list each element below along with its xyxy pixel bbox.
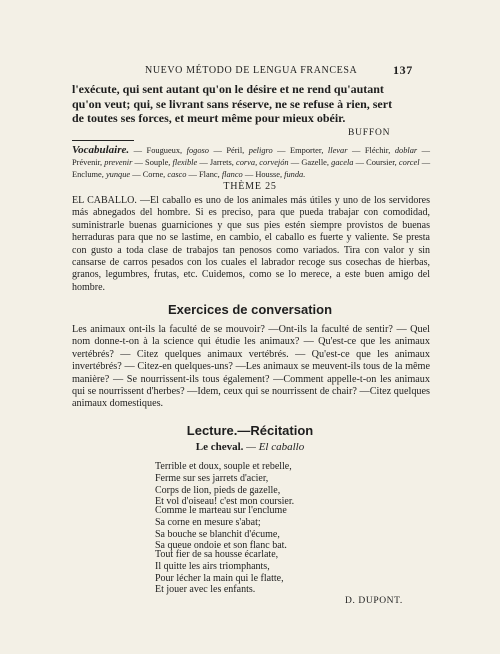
vocab-term-fr: Enclume, <box>72 170 106 179</box>
conversation-heading: Exercices de conversation <box>167 302 333 317</box>
vocab-term-es: corva, corvejón <box>236 158 289 167</box>
vocab-term-fr: Housse, <box>255 170 285 179</box>
vocab-term-fr: Jarrets, <box>209 158 236 167</box>
vocab-term-es: gacela <box>331 158 354 167</box>
poem-stanza <box>155 461 294 508</box>
vocab-term-fr: Gazelle, <box>301 158 332 167</box>
poem-line: Corps de lion, pieds de gazelle, <box>155 484 281 496</box>
poem-line: Ferme sur ses jarrets d'acier, <box>155 472 269 484</box>
theme-paragraph: EL CABALLO. —El caballo es uno de los animales más útiles y uno de los servidores más abnegados del hombre. Si es preciso, para que pueda trabajar con comodidad, suministrarle buenas guarniciones y que sus pies estén siempre provistos de buenas herraduras para que no se lastime, en cambio, el caballo es fuerte y valiente. Se presta con gusto a toda clase de trabajos tan penosos como variados. Tira con valor y sin cansarse de carros pesados con los cuales el labrador recoge sus cosechas de hierbas, granos, legumbres, frutas, etc. Cuidemos, como se lo merece, a este buen amigo del hombre. <box>72 195 430 293</box>
intro-paragraph <box>72 82 430 126</box>
running-title: NUEVO MÉTODO DE LENGUA FRANCESA <box>145 65 358 76</box>
vocab-term-fr: Fougueux, <box>146 146 187 155</box>
page-header <box>0 63 500 79</box>
vocab-term-fr: Prévenir, <box>72 158 105 167</box>
vocab-term-fr: Souple, <box>145 158 173 167</box>
poem-subtitle-es: — El caballo <box>246 441 305 453</box>
page-number: 137 <box>393 63 413 77</box>
vocab-term-es: corcel <box>398 158 420 167</box>
section-divider <box>72 140 134 141</box>
theme-title: THÈME 25 <box>223 181 277 192</box>
vocab-term-es: funda. <box>284 170 306 179</box>
vocab-term-es: llevar <box>327 146 348 155</box>
poem-line: Pour lécher la main qui le flatte, <box>155 572 284 584</box>
poem-stanza <box>155 549 284 596</box>
author-name: BUFFON <box>348 128 391 138</box>
vocab-term-es: doblar <box>394 146 418 155</box>
poem-line: Sa bouche se blanchit d'écume, <box>155 528 280 540</box>
conversation-paragraph: Les animaux ont-ils la faculté de se mouvoir? —Ont-ils la faculté de sentir? — Quel nom donne-t-on à la science qui étudie les animaux? — Qu'est-ce que les animaux vertébrés? — Citez quelques animaux vertébrés. — Qu'est-ce que les animaux invertébrés? — Citez-en quelques-uns? —Les animaux se meuvent-ils tous de la même manière? — Se nourrissent-ils tous également? —Comment appelle-t-on les animaux qui se nourrissent d'herbes? —Idem, ceux qui se nourrissent de chair? —Citez quelques animaux domestiques. <box>72 324 430 410</box>
poem-line: Comme le marteau sur l'enclume <box>155 505 287 516</box>
poem-line: Tout fier de sa housse écarlate, <box>155 549 279 560</box>
vocab-term-es: fogoso <box>186 146 209 155</box>
intro-line: de toutes ses forces, et meurt même pour mieux obéir. <box>72 111 346 125</box>
poem-line: Sa corne en mesure s'abat; <box>155 516 261 528</box>
poem-line: Et vol d'oiseau! c'est mon coursier. <box>155 496 295 508</box>
vocab-term-es: peligro <box>248 146 273 155</box>
vocab-term-fr: Péril, <box>226 146 249 155</box>
poem-subtitle-fr: Le cheval. <box>195 441 244 453</box>
poem-line: Sa queue ondoie et son flanc bat. <box>155 540 287 552</box>
vocab-term-fr: Flanc, <box>199 170 222 179</box>
vocab-term-es: prevenir <box>104 158 133 167</box>
poem-line: Et jouer avec les enfants. <box>155 584 256 596</box>
vocab-term-fr: Emporter, <box>290 146 328 155</box>
vocab-term-es: casco <box>167 170 187 179</box>
vocab-term-fr: Coursier, <box>366 158 399 167</box>
poem-stanza <box>155 505 287 552</box>
poem-subtitle <box>0 441 500 453</box>
vocab-term-fr: Fléchir, <box>364 146 395 155</box>
poem-signature: D. DUPONT. <box>345 596 403 606</box>
intro-line: l'exécute, qui sent autant qu'on le désire et ne rend qu'autant <box>72 82 384 96</box>
vocab-term-es: flanco <box>221 170 243 179</box>
vocab-term-fr: Corne, <box>142 170 168 179</box>
poem-line: Terrible et doux, souple et rebelle, <box>155 461 292 472</box>
vocab-term-es: flexible <box>172 158 198 167</box>
poem-line: Il quitte les airs triomphants, <box>155 560 270 572</box>
intro-line: qu'on veut; qui, se livrant sans réserve, ne se refuse à rien, sert <box>72 96 393 111</box>
vocabulary-section <box>72 144 430 181</box>
vocabulary-entries: — Fougueux, fogoso — Péril, peligro — Emporter, llevar — Fléchir, doblar — Prévenir, prevenir — Souple, flexible — Jarrets, corva, corvejón — Gazelle, gacela — Coursier, corcel — Enclume, yunque — Corne, casco — Flanc, flanco — Housse, funda. <box>72 146 431 179</box>
vocabulary-heading: Vocabulaire. <box>72 144 130 156</box>
vocab-term-es: yunque <box>105 170 131 179</box>
lecture-heading: Lecture.—Récitation <box>186 423 314 438</box>
